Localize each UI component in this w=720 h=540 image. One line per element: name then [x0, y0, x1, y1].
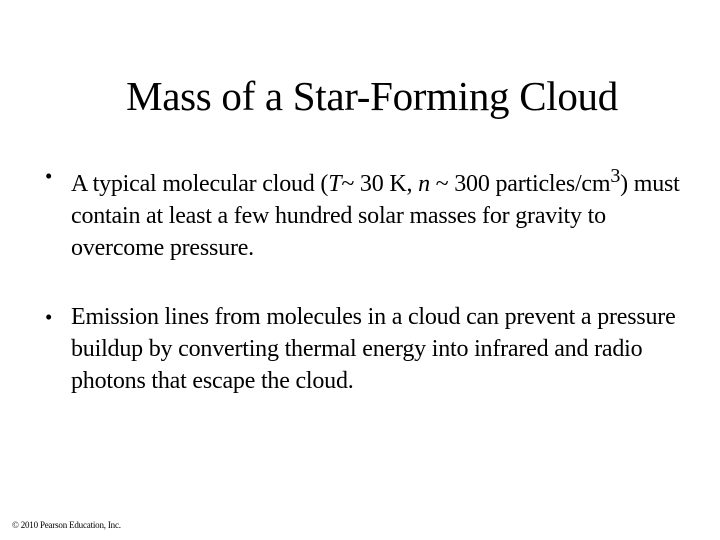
exponent: 3 [610, 165, 621, 187]
bullet-text: A typical molecular cloud ( [71, 171, 329, 197]
slide-title: Mass of a Star-Forming Cloud [126, 73, 618, 119]
density-variable: n [418, 171, 430, 197]
bullet-text: ) must contain at least a few hundred solar masses for gravity to overcome pressure. [71, 171, 680, 261]
bullet-list [45, 160, 685, 397]
bullet-dot-icon: • [45, 164, 53, 188]
bullet-dot-icon: • [45, 305, 53, 329]
temperature-variable: T [328, 171, 342, 197]
bullet-item-molecular-cloud [45, 160, 685, 264]
bullet-text: ~ 300 particles/cm [429, 171, 611, 197]
bullet-text: Emission lines from molecules in a cloud can prevent a pressure buildup by converting thermal energy into infrared and radio photons that escape the cloud. [71, 304, 676, 394]
bullet-item-emission-lines [45, 301, 685, 397]
copyright-footer: © 2010 Pearson Education, Inc. [12, 520, 121, 530]
bullet-text: ~ 30 K, [341, 171, 419, 197]
